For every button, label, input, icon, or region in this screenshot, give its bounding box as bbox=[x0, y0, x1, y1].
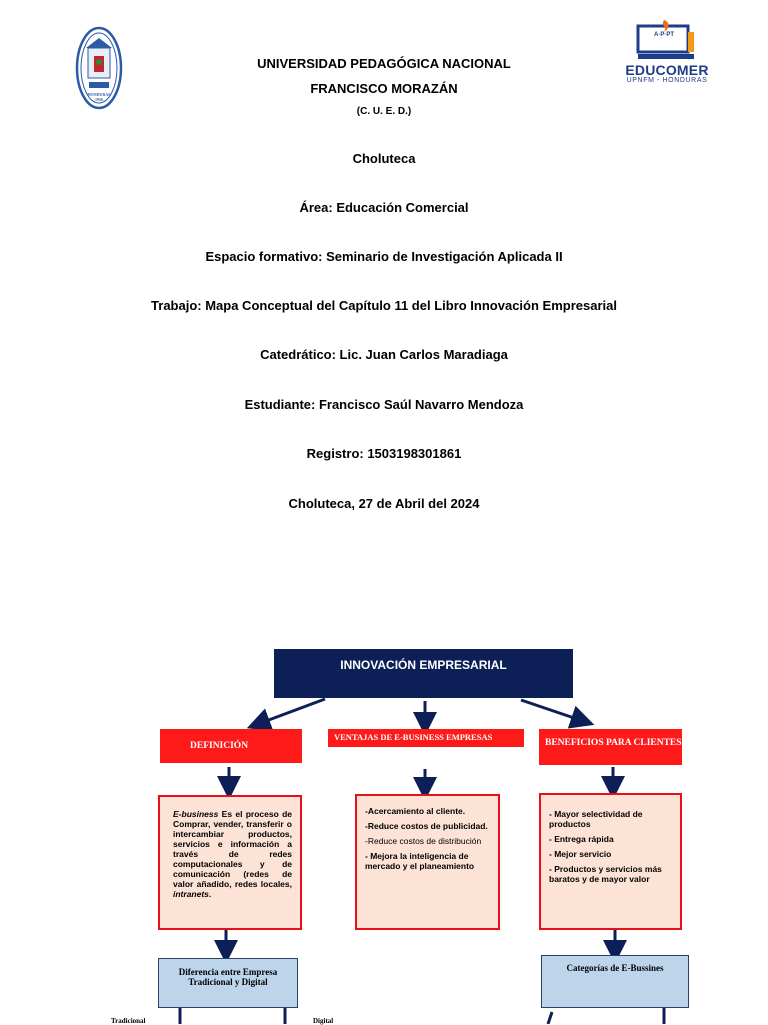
cover-espacio: Espacio formativo: Seminario de Investigación Aplicada II bbox=[205, 249, 563, 264]
beneficio-item: - Mejor servicio bbox=[549, 849, 612, 860]
seal-year: 1956 bbox=[95, 97, 103, 102]
cover-fecha: Choluteca, 27 de Abril del 2024 bbox=[288, 496, 480, 511]
concept-map-title: INNOVACIÓN EMPRESARIAL bbox=[274, 649, 573, 698]
definicion-text: Es el proceso de Comprar, vender, transferir o intercambiar productos, servicios e información a través de redes computacionales y de comunicación (redes de valor añadido, redes locales, bbox=[173, 809, 292, 890]
beneficios-header: BENEFICIOS PARA CLIENTES bbox=[539, 729, 682, 765]
educomer-badge: A·P·PT bbox=[654, 32, 674, 38]
definicion-end: . bbox=[208, 889, 212, 900]
categorias-box: Categorías de E-Bussines bbox=[541, 955, 689, 1008]
diferencia-box: Diferencia entre Empresa Tradicional y Digital bbox=[158, 958, 298, 1008]
educomer-subtitle: UPNFM - HONDURAS bbox=[626, 77, 708, 84]
cued-label: (C. U. E. D.) bbox=[356, 106, 412, 117]
definicion-box bbox=[158, 795, 302, 930]
cover-area: Área: Educación Comercial bbox=[299, 200, 469, 215]
cover-registro: Registro: 1503198301861 bbox=[306, 446, 462, 461]
arrow-to-beneficios bbox=[521, 700, 583, 721]
definicion-term2: intranets bbox=[173, 889, 209, 900]
educomer-name: EDUCOMER bbox=[625, 62, 709, 78]
cover-catedratico: Catedrático: Lic. Juan Carlos Maradiaga bbox=[260, 347, 508, 362]
beneficio-item: - Entrega rápida bbox=[549, 834, 614, 845]
beneficios-box bbox=[539, 793, 682, 930]
ventaja-item: -Reduce costos de publicidad. bbox=[365, 821, 488, 832]
cover-city: Choluteca bbox=[352, 151, 416, 166]
label-digital: Digital bbox=[313, 1017, 334, 1025]
line-categorias-left bbox=[548, 1012, 552, 1024]
seal-caption: HONDURAS bbox=[87, 92, 111, 97]
ventaja-item: -Reduce costos de distribución bbox=[365, 836, 482, 847]
label-tradicional: Tradicional bbox=[111, 1017, 146, 1025]
beneficio-item: - Mayor selectividad de productos bbox=[549, 809, 643, 830]
ventajas-header: VENTAJAS DE E-BUSINESS EMPRESAS bbox=[328, 729, 524, 747]
definicion-term: E-business bbox=[173, 809, 219, 819]
university-name-line2: FRANCISCO MORAZÁN bbox=[310, 81, 458, 96]
ventaja-item: - Mejora la inteligencia de mercado y el planeamiento bbox=[365, 851, 475, 872]
ventaja-item: -Acercamiento al cliente. bbox=[365, 806, 466, 816]
university-name-line1: UNIVERSIDAD PEDAGÓGICA NACIONAL bbox=[257, 56, 511, 71]
beneficio-item: - Productos y servicios más baratos y de mayor valor bbox=[549, 864, 662, 885]
ventajas-box bbox=[355, 794, 500, 930]
definicion-header: DEFINICIÓN bbox=[160, 729, 302, 763]
cover-trabajo: Trabajo: Mapa Conceptual del Capítulo 11 del Libro Innovación Empresarial bbox=[151, 298, 617, 313]
cover-estudiante: Estudiante: Francisco Saúl Navarro Mendoza bbox=[244, 397, 524, 412]
arrow-to-definicion bbox=[258, 699, 325, 724]
